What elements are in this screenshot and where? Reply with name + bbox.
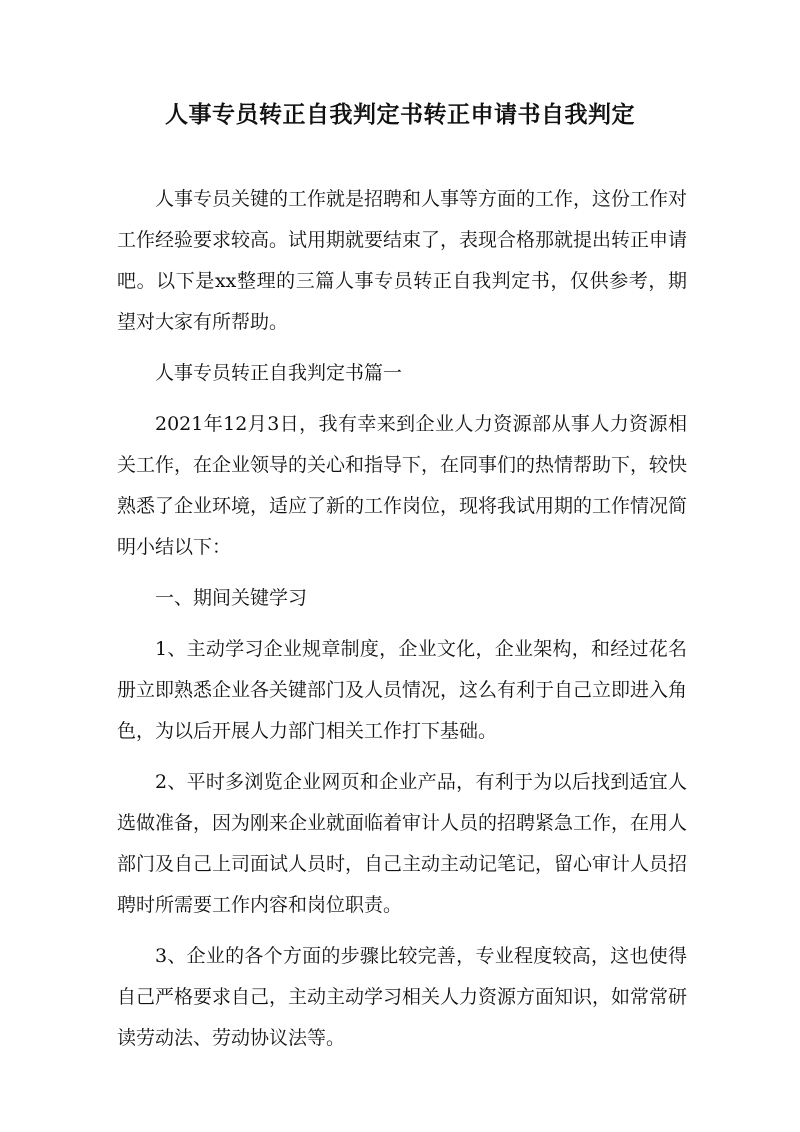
list-item: 1、主动学习企业规章制度，企业文化，企业架构，和经过花名册立即熟悉企业各关键部门及人员情况，这么有利于自己立即进入角色，为以后开展人力部门相关工作打下基础。	[117, 638, 688, 742]
section-heading: 人事专员转正自我判定书篇一	[155, 362, 403, 384]
list-item: 3、企业的各个方面的步骤比较完善，专业程度较高，这也使得自己严格要求自己，主动主动学习相关人力资源方面知识，如常常研读劳动法、劳动协议法等。	[117, 945, 688, 1049]
document-title: 人事专员转正自我判定书转正申请书自我判定	[165, 101, 635, 128]
list-item: 2、平时多浏览企业网页和企业产品，有利于为以后找到适宜人选做准备，因为刚来企业就面临着审计人员的招聘紧急工作，在用人部门及自己上司面试人员时，自己主动主动记笔记，留心审计人员招聘时所需要工作内容和岗位职责。	[117, 771, 688, 916]
body-paragraph: 2021年12月3日，我有幸来到企业人力资源部从事人力资源相关工作，在企业领导的关心和指导下，在同事们的热情帮助下，较快熟悉了企业环境，适应了新的工作岗位，现将我试用期的工作情况简明小结以下：	[117, 413, 688, 558]
subsection-heading: 一、期间关键学习	[155, 587, 308, 609]
document-body	[117, 179, 687, 1069]
intro-paragraph: 人事专员关键的工作就是招聘和人事等方面的工作，这份工作对工作经验要求较高。试用期就要结束了，表现合格那就提出转正申请吧。以下是xx整理的三篇人事专员转正自我判定书，仅供参考，期望对大家有所帮助。	[117, 188, 688, 333]
